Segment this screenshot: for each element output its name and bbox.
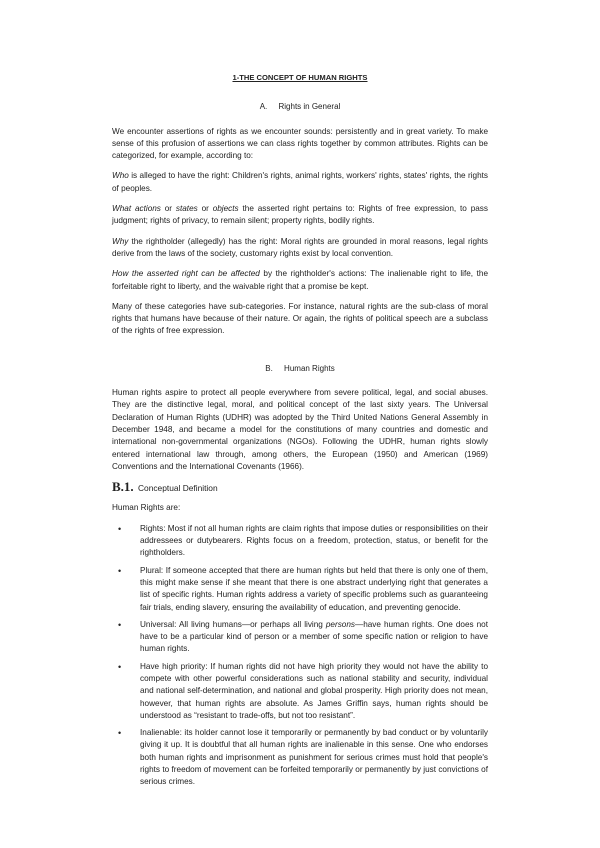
section-b-letter: B.	[265, 363, 273, 373]
category-how	[112, 268, 488, 293]
bullet-icon: •	[118, 661, 122, 672]
bullet-icon: •	[118, 728, 122, 739]
section-b-title: Human Rights	[284, 363, 335, 373]
category-lead: How the asserted right can be affected	[112, 269, 260, 279]
sub-categories-paragraph: Many of these categories have sub-categories. For instance, natural rights are the sub-class of moral rights that humans have because of their nature. Or again, the rights of political speech are a subclass of the rights of free expression.	[112, 301, 488, 336]
document-title: 1-THE CONCEPT OF HUMAN RIGHTS	[232, 73, 368, 82]
category-connector: or	[197, 204, 213, 214]
list-item	[118, 619, 488, 656]
human-rights-are-label: Human Rights are:	[112, 503, 181, 513]
list-item	[118, 523, 488, 560]
document-body	[112, 72, 488, 794]
bullet-icon: •	[118, 523, 122, 534]
section-b-heading	[112, 363, 488, 375]
subsection-b1-heading	[112, 481, 488, 494]
list-item	[118, 727, 488, 788]
list-item-text: Have high priority: If human rights did not have high priority they would not have the ability to compete with other powerful considerations such as national stability and security, individual and national self-determination, and national and global prosperity. High priority does not mean, however, that human rights are absolute. As James Griffin says, human rights should be understood as “resistant to trade-offs, but not too resistant”.	[140, 661, 488, 720]
list-item	[118, 565, 488, 614]
human-rights-paragraph: Human rights aspire to protect all people everywhere from severe political, legal, and social abuses. They are the distinctive legal, moral, and political concept of the last sixty years. The Universal Declaration of Human Rights (UDHR) was adopted by the Third United Nations General Assembly in December 1948, and became a model for the constitutions of many countries and domestic and international non-governmental organizations (NGOs). Following the UDHR, human rights slowly entered international law through, among others, the European (1950) and American (1969) Conventions and the International Covenants (1966).	[112, 388, 488, 471]
section-a-title: Rights in General	[278, 102, 341, 112]
subsection-b1-number: B.1.	[112, 479, 134, 495]
category-lead: objects	[212, 204, 239, 214]
list-item	[118, 661, 488, 722]
category-text: the rightholder (allegedly) has the right: Moral rights are grounded in moral reasons, legal rights derive from the laws of the society, customary rights exist by local convention.	[112, 236, 488, 258]
category-lead: What actions	[112, 204, 161, 214]
list-item-text-post: —have human rights. One does not have to be a particular kind of person or a member of some specific nation or religion to have human rights.	[140, 619, 488, 654]
intro-paragraph: We encounter assertions of rights as we encounter sounds: persistently and in great variety. To make sense of this profusion of assertions we can class rights together by common attributes. Rights can be categorized, for example, according to:	[112, 126, 488, 161]
list-item-emphasis: persons	[325, 619, 356, 629]
category-who	[112, 170, 488, 195]
category-text: is alleged to have the right: Children's rights, animal rights, workers' rights, states' rights, the rights of peoples.	[112, 171, 488, 193]
list-item-text: Inalienable: its holder cannot lose it temporarily or permanently by bad conduct or by voluntarily giving it up. It is doubtful that all human rights are inalienable in this sense. One who endorses both human rights and imprisonment as punishment for serious crimes must hold that people's rights to freedom of movement can be forfeited temporarily or permanently by just convictions of serious crimes.	[140, 728, 488, 787]
category-lead: states	[175, 204, 198, 214]
spacer	[112, 349, 488, 363]
category-what	[112, 203, 488, 228]
category-why	[112, 236, 488, 261]
section-a-heading	[112, 101, 488, 113]
subsection-b1-title: Conceptual Definition	[138, 483, 218, 494]
category-lead: Who	[112, 171, 129, 181]
list-item-text-pre: Universal: All living humans—or perhaps all living	[140, 619, 326, 629]
bullet-icon: •	[118, 619, 122, 630]
category-connector: or	[160, 204, 176, 214]
rights-list	[112, 523, 488, 789]
category-text: the asserted right pertains to: Rights of free expression, to pass judgment; rights of privacy, to remain silent; property rights, bodily rights.	[112, 204, 488, 226]
category-lead: Why	[112, 236, 129, 246]
category-text: by the rightholder's actions: The inalienable right to life, the forfeitable right to liberty, and the waivable right that a promise be kept.	[112, 269, 489, 291]
list-item-text: Plural: If someone accepted that there are human rights but held that there is only one of them, this might make sense if she meant that there is one abstract underlying right that generates a list of specific rights. Human rights address a variety of specific problems such as guaranteeing fair trials, ending slavery, ensuring the availability of education, and preventing genocide.	[140, 565, 488, 612]
bullet-icon: •	[118, 565, 122, 576]
list-item-text: Rights: Most if not all human rights are claim rights that impose duties or responsibilities on their addressees or dutybearers. Rights focus on a freedom, protection, status, or benefit for the rightholders.	[140, 523, 488, 558]
section-a-letter: A.	[259, 102, 268, 112]
